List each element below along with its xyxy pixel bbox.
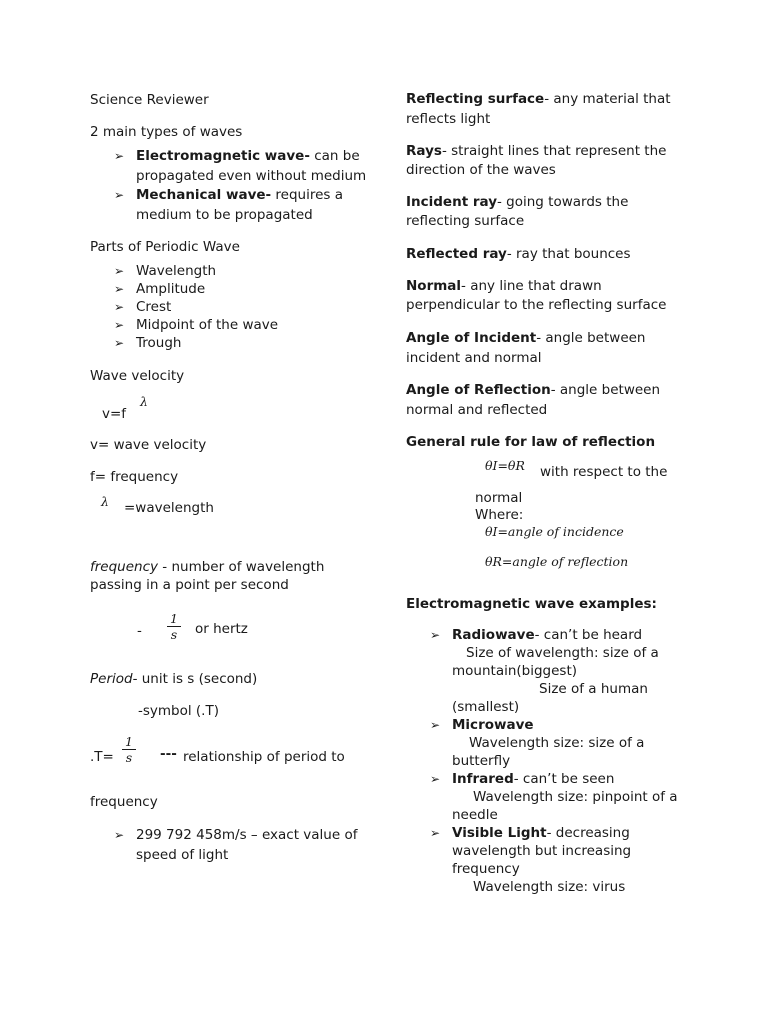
arrowhead-bullet-icon: ➢ xyxy=(430,772,441,786)
v-definition: v= wave velocity xyxy=(90,437,207,453)
frequency-word: frequency xyxy=(90,794,158,810)
speed-list xyxy=(90,825,375,865)
arrowhead-bullet-icon: ➢ xyxy=(114,300,125,314)
list-item: ➢ Microwave Wavelength size: size of a butterfly xyxy=(430,717,645,769)
definition-item: Reflected ray- ray that bounces xyxy=(406,246,631,262)
document-title: Science Reviewer xyxy=(90,92,209,108)
definition-item: Angle of Reflection- angle between normal and reflected xyxy=(406,382,661,418)
list-item: ➢ Amplitude xyxy=(114,281,206,297)
em-examples-heading: Electromagnetic wave examples: xyxy=(406,596,657,612)
period-definition: Period- unit is s (second) xyxy=(90,671,258,687)
one-over-s-fraction: $\frac{1}{s}$ xyxy=(167,611,181,642)
left-column xyxy=(90,90,375,865)
lambda-symbol: λ xyxy=(140,394,148,409)
list-item: ➢ 299 792 458m/s – exact value of speed of light xyxy=(114,827,358,863)
definition-item: Incident ray- going towards the reflecting surface xyxy=(406,194,629,229)
reflection-equation: θR=angle of reflection xyxy=(485,554,629,569)
definition-item: Reflecting surface- any material that reflects light xyxy=(406,91,671,127)
reflection-rule: θI=θR with respect to the normal Where: θI=angle of incidence θR=angle of reflection xyxy=(475,458,668,569)
incidence-equation: θI=angle of incidence xyxy=(485,524,624,539)
one-over-s-fraction: $\frac{1}{s}$ xyxy=(122,734,136,765)
arrowhead-bullet-icon: ➢ xyxy=(430,718,441,732)
arrowhead-bullet-icon: ➢ xyxy=(114,282,125,296)
period-symbol: -symbol (.T) xyxy=(138,703,219,719)
definition-item: Normal- any line that drawn perpendicular to the reflecting surface xyxy=(406,278,667,313)
list-item: ➢ Midpoint of the wave xyxy=(114,317,279,333)
list-item: ➢ Trough xyxy=(114,335,182,351)
lambda-definition: λ =wavelength xyxy=(101,494,214,516)
frequency-definition: frequency - number of wavelength passing in a point per second xyxy=(90,559,325,593)
right-column xyxy=(406,90,696,896)
arrowhead-bullet-icon: ➢ xyxy=(114,149,125,163)
arrowhead-bullet-icon: ➢ xyxy=(430,628,441,642)
definition-item: Rays- straight lines that represent the direction of the waves xyxy=(406,143,667,178)
f-definition: f= frequency xyxy=(90,469,179,485)
definition-item: Angle of Incident- angle between incident and normal xyxy=(406,330,646,366)
hertz-formula: - $\frac{1}{s}$ or hertz xyxy=(137,611,248,642)
arrowhead-bullet-icon: ➢ xyxy=(114,318,125,332)
velocity-formula: v=f λ xyxy=(102,394,148,422)
parts-heading: Parts of Periodic Wave xyxy=(90,239,240,255)
rule-heading: General rule for law of reflection xyxy=(406,434,656,450)
arrowhead-bullet-icon: ➢ xyxy=(114,264,125,278)
em-examples-list xyxy=(406,626,696,896)
velocity-heading: Wave velocity xyxy=(90,368,185,384)
list-item: ➢ Wavelength xyxy=(114,263,217,279)
list-item: ➢ Crest xyxy=(114,299,172,315)
period-formula: .T= $\frac{1}{s}$ --- relationship of period to xyxy=(90,734,345,765)
arrowhead-bullet-icon: ➢ xyxy=(114,828,125,842)
arrowhead-bullet-icon: ➢ xyxy=(114,188,125,202)
wave-types-list xyxy=(90,147,375,225)
list-item: ➢ Visible Light- decreasing wavelength but increasing frequency Wavelength size: virus xyxy=(430,825,632,895)
arrowhead-bullet-icon: ➢ xyxy=(114,336,125,350)
types-heading: 2 main types of waves xyxy=(90,124,243,140)
list-item: ➢ Electromagnetic wave- can be propagated even without medium xyxy=(114,148,367,184)
parts-list xyxy=(90,262,375,352)
list-item: ➢ Radiowave- can’t be heard Size of wavelength: size of a mountain(biggest) Size of a human (smallest) xyxy=(430,627,659,715)
arrowhead-bullet-icon: ➢ xyxy=(430,826,441,840)
list-item: ➢ Mechanical wave- requires a medium to be propagated xyxy=(114,187,344,223)
list-item: ➢ Infrared- can’t be seen Wavelength size: pinpoint of a needle xyxy=(430,771,678,823)
rule-equation: θI=θR xyxy=(485,458,525,473)
